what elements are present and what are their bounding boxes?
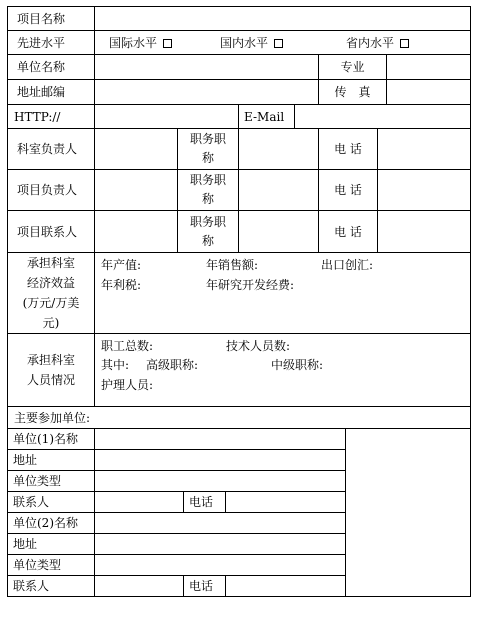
project-contact-field[interactable] [94,210,178,253]
unit1-name-label: 单位(1)名称 [7,428,95,450]
unit2-phone-field[interactable] [225,575,346,597]
provincial-checkbox[interactable] [400,39,409,48]
major-label: 专业 [318,54,387,80]
project-leader-label: 项目负责人 [7,169,95,211]
staff-situation-fields[interactable] [94,333,471,407]
project-leader-phone-field[interactable] [377,169,471,211]
participating-units-heading: 主要参加单位: [7,406,471,429]
fax-field[interactable] [386,79,471,105]
unit-name-label: 单位名称 [7,54,95,80]
level-option-international[interactable]: 国际水平 [109,36,172,50]
unit2-contact-label: 联系人 [7,575,95,597]
position-title-label: 职务职 称 [177,169,239,211]
position-title-label: 职务职 称 [177,128,239,170]
nursing-staff-label: 护理人员: [101,378,154,392]
unit2-type-field[interactable] [94,554,346,576]
technical-staff-label: 技术人员数: [226,339,291,353]
annual-profit-tax-label: 年利税: [101,278,142,292]
department-head-phone-field[interactable] [377,128,471,170]
unit1-phone-label: 电话 [183,491,226,513]
project-name-label: 项目名称 [7,6,95,31]
project-leader-field[interactable] [94,169,178,211]
unit2-address-label: 地址 [7,533,95,555]
senior-title-label: 高级职称: [146,358,199,372]
project-leader-position-field[interactable] [238,169,319,211]
unit1-phone-field[interactable] [225,491,346,513]
of-which-label: 其中: [101,358,130,372]
domestic-checkbox[interactable] [274,39,283,48]
advanced-level-options [94,30,471,55]
total-staff-label: 职工总数: [101,339,154,353]
project-name-field[interactable] [94,6,471,31]
participating-units-blank-area [345,428,471,597]
unit1-name-field[interactable] [94,428,346,450]
staff-situation-label: 承担科室 人员情况 [7,333,95,407]
unit1-contact-field[interactable] [94,491,184,513]
department-head-position-field[interactable] [238,128,319,170]
project-contact-label: 项目联系人 [7,210,95,253]
unit1-address-label: 地址 [7,449,95,471]
unit2-name-field[interactable] [94,512,346,534]
major-field[interactable] [386,54,471,80]
department-head-label: 科室负责人 [7,128,95,170]
unit2-address-field[interactable] [94,533,346,555]
project-contact-phone-field[interactable] [377,210,471,253]
project-contact-position-field[interactable] [238,210,319,253]
unit-name-field[interactable] [94,54,319,80]
rd-funds-label: 年研究开发经费: [206,278,295,292]
level-option-provincial[interactable]: 省内水平 [346,36,409,50]
phone-label: 电 话 [318,210,378,253]
unit1-contact-label: 联系人 [7,491,95,513]
annual-output-label: 年产值: [101,258,142,272]
address-postcode-label: 地址邮编 [7,79,95,105]
position-title-label: 职务职 称 [177,210,239,253]
http-label: HTTP:// [7,104,95,129]
export-earnings-label: 出口创汇: [321,258,374,272]
unit1-type-field[interactable] [94,470,346,492]
unit1-address-field[interactable] [94,449,346,471]
phone-label: 电 话 [318,128,378,170]
email-field[interactable] [294,104,471,129]
unit2-contact-field[interactable] [94,575,184,597]
advanced-level-label: 先进水平 [7,30,95,55]
economic-benefit-label: 承担科室 经济效益 (万元/万美 元) [7,252,95,334]
unit2-phone-label: 电话 [183,575,226,597]
unit1-type-label: 单位类型 [7,470,95,492]
phone-label: 电 话 [318,169,378,211]
unit2-type-label: 单位类型 [7,554,95,576]
address-postcode-field[interactable] [94,79,319,105]
http-field[interactable] [94,104,239,129]
email-label: E-Mail [238,104,295,129]
middle-title-label: 中级职称: [271,358,324,372]
department-head-field[interactable] [94,128,178,170]
annual-sales-label: 年销售额: [206,258,259,272]
fax-label: 传 真 [318,79,387,105]
international-checkbox[interactable] [163,39,172,48]
economic-benefit-fields[interactable] [94,252,471,334]
level-option-domestic[interactable]: 国内水平 [220,36,283,50]
unit2-name-label: 单位(2)名称 [7,512,95,534]
